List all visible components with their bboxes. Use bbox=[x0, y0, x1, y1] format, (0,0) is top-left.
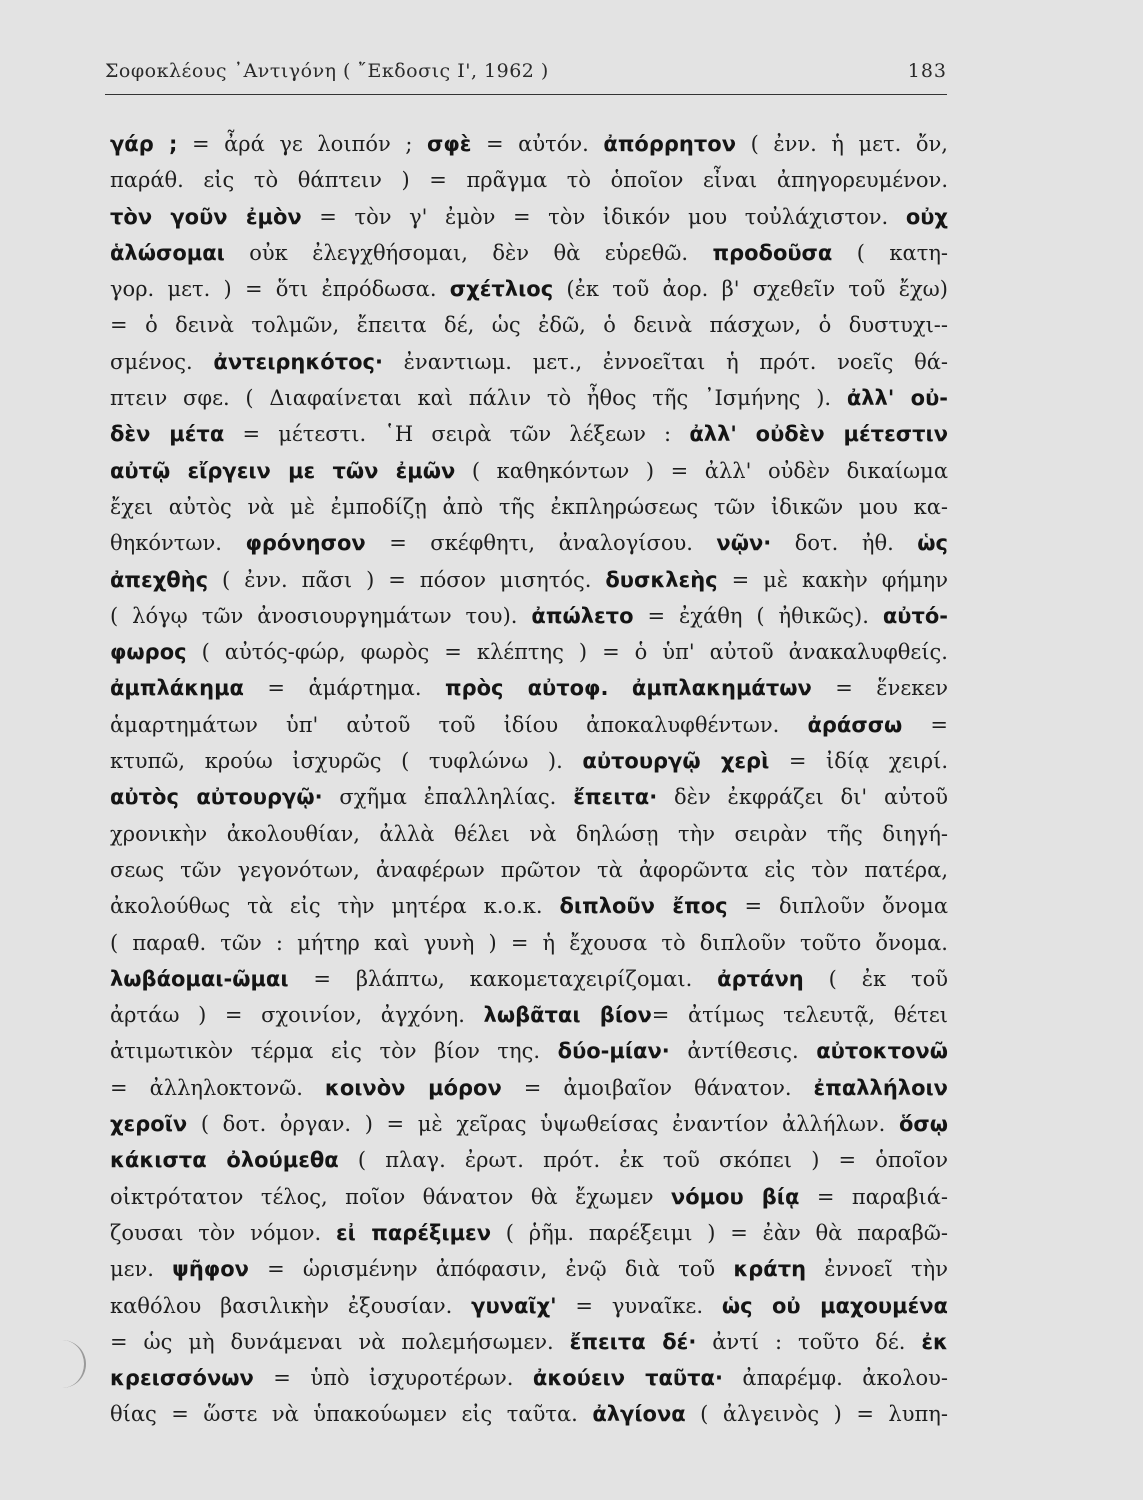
gloss-text: = ἀτίμως τελευτᾷ, θέτει bbox=[651, 1003, 948, 1028]
text-line bbox=[110, 162, 948, 198]
gloss-text: = αὐτόν. bbox=[471, 132, 604, 156]
gloss-text: = ὡρισμένην ἀπόφασιν, ἐνῷ διὰ τοῦ bbox=[248, 1257, 734, 1282]
text-line bbox=[110, 888, 948, 924]
gloss-text: = ἀλληλοκτονῶ. bbox=[110, 1075, 325, 1100]
gloss-text: ( δοτ. ὀργαν. ) = μὲ χεῖρας ὑψωθείσας ἐναντίον ἀλλήλων. bbox=[187, 1112, 899, 1137]
gloss-text: (ἐκ τοῦ ἀορ. β' σχεθεῖν τοῦ ἔχω) bbox=[553, 277, 948, 302]
gloss-text: δοτ. ἠθ. bbox=[771, 531, 918, 556]
text-line bbox=[110, 961, 948, 997]
gloss-text: = ἰδίᾳ χειρί. bbox=[769, 749, 948, 774]
gloss-text: κτυπῶ, κρούω ἰσχυρῶς ( τυφλώνω ). bbox=[110, 749, 583, 774]
text-line bbox=[110, 416, 948, 452]
gloss-text: ( ῥῆμ. παρέξειμι ) = ἐὰν θὰ παραβῶ- bbox=[491, 1220, 948, 1245]
gloss-text: = ἕνεκεν bbox=[811, 676, 948, 701]
text-line bbox=[110, 1070, 948, 1106]
gloss-text: ( κατη- bbox=[832, 240, 948, 265]
lemma-term: κοινὸν μόρον bbox=[324, 1075, 502, 1100]
gloss-text: παράθ. εἰς τὸ θάπτειν ) = πρᾶγμα τὸ ὁποῖον εἶναι ἀπηγορευμένον. bbox=[110, 168, 948, 193]
text-line bbox=[110, 816, 948, 852]
lemma-term: ἀντειρηκότος· bbox=[213, 349, 383, 374]
gloss-text: = διπλοῦν ὄνομα bbox=[727, 894, 948, 919]
lemma-term: φρόνησον bbox=[245, 531, 366, 556]
gloss-text: μεν. bbox=[110, 1257, 173, 1282]
gloss-text: ( ἀλγεινὸς ) = λυπη- bbox=[685, 1402, 948, 1427]
lemma-term: ἐπαλλήλοιν bbox=[813, 1075, 948, 1100]
lemma-term: αὐτῷ εἴργειν με τῶν ἐμῶν bbox=[110, 458, 456, 483]
text-line bbox=[110, 707, 948, 743]
gloss-text: = τὸν γ' ἐμὸν = τὸν ἰδικόν μου τοὐλάχιστον. bbox=[301, 204, 906, 229]
gloss-text: ἐναντιωμ. μετ., ἐννοεῖται ἡ πρότ. νοεῖς θά- bbox=[382, 349, 948, 374]
lemma-term: προδοῦσα bbox=[712, 240, 833, 265]
text-line bbox=[110, 1215, 948, 1251]
commentary-text bbox=[110, 126, 948, 1433]
lemma-term: ἀρτάνη bbox=[717, 966, 804, 991]
text-line bbox=[110, 743, 948, 779]
lemma-term: λωβάομαι-ῶμαι bbox=[110, 966, 289, 991]
text-line bbox=[110, 453, 948, 489]
gloss-text: = μὲ κακὴν φήμην bbox=[717, 567, 948, 592]
lemma-term: ψῆφον bbox=[172, 1257, 249, 1282]
header-title: Σοφοκλέους ᾿Αντιγόνη ( ῎Εκδοσις Ι', 1962 ) bbox=[105, 60, 549, 82]
text-line bbox=[110, 199, 948, 235]
lemma-term: οὐχ bbox=[905, 204, 948, 229]
header-rule bbox=[105, 94, 947, 95]
text-line bbox=[110, 235, 948, 271]
lemma-term: νόμου βίᾳ bbox=[670, 1184, 800, 1209]
running-header bbox=[105, 60, 947, 90]
lemma-term: κρεισσόνων bbox=[110, 1366, 254, 1391]
lemma-term: ὡς bbox=[917, 531, 948, 556]
gloss-text: ( ἐνν. πᾶσι ) = πόσον μισητός. bbox=[208, 567, 606, 592]
gloss-text: = bbox=[902, 712, 948, 737]
gloss-text: ἀρτάω ) = σχοινίον, ἀγχόνη. bbox=[110, 1003, 484, 1028]
gloss-text: ἀντίθεσις. bbox=[669, 1039, 817, 1064]
gloss-text: χρονικὴν ἀκολουθίαν, ἀλλὰ θέλει νὰ δηλώσῃ τὴν σειρὰν τῆς διηγή- bbox=[110, 821, 948, 846]
gloss-text: = γυναῖκε. bbox=[556, 1293, 722, 1318]
gloss-text: = σκέφθητι, ἀναλογίσου. bbox=[365, 531, 717, 556]
text-line bbox=[110, 1288, 948, 1324]
text-line bbox=[110, 271, 948, 307]
lemma-term: ἀπώλετο bbox=[531, 603, 634, 628]
text-line bbox=[110, 779, 948, 815]
lemma-term: χεροῖν bbox=[110, 1112, 188, 1137]
text-line bbox=[110, 852, 948, 888]
gloss-text: = μέτεστι. ῾Η σειρὰ τῶν λέξεων : bbox=[224, 422, 690, 447]
lemma-term: ἀλλ' οὐ- bbox=[846, 386, 948, 411]
gloss-text: ἀπαρέμφ. ἀκολου- bbox=[722, 1366, 948, 1391]
lemma-term: ἔπειτα· bbox=[573, 785, 658, 810]
lemma-term: κράτη bbox=[733, 1257, 807, 1282]
gloss-text: θίας = ὥστε νὰ ὑπακούωμεν εἰς ταῦτα. bbox=[110, 1402, 593, 1427]
gloss-text: σχῆμα ἐπαλληλίας. bbox=[322, 785, 574, 810]
lemma-term: σφὲ bbox=[426, 132, 472, 156]
text-line bbox=[110, 126, 948, 162]
gloss-text: σεως τῶν γεγονότων, ἀναφέρων πρῶτον τὰ ἀφορῶντα εἰς τὸν πατέρα, bbox=[110, 857, 948, 882]
gloss-text: ( καθηκόντων ) = ἀλλ' οὐδὲν δικαίωμα bbox=[455, 458, 948, 483]
lemma-term: ἀμπλάκημα bbox=[110, 676, 244, 701]
lemma-term: πρὸς αὐτοφ. bbox=[444, 676, 609, 701]
gloss-text: = ἐχάθη ( ἠθικῶς). bbox=[633, 603, 883, 628]
text-line bbox=[110, 1179, 948, 1215]
lemma-term: δύο-μίαν· bbox=[557, 1039, 670, 1064]
gloss-text: = βλάπτω, κακομεταχειρίζομαι. bbox=[288, 966, 718, 991]
text-line bbox=[110, 489, 948, 525]
lemma-term: ἀπεχθὴς bbox=[110, 567, 209, 592]
text-line bbox=[110, 997, 948, 1033]
text-line bbox=[110, 1033, 948, 1069]
lemma-term: αὐτό- bbox=[882, 603, 948, 628]
lemma-term: τὸν γοῦν ἐμὸν bbox=[110, 204, 302, 229]
lemma-term: φωρος bbox=[110, 640, 187, 665]
lemma-term: γυναῖχ' bbox=[471, 1293, 557, 1318]
lemma-term: νῷν· bbox=[716, 531, 772, 556]
gloss-text: οἰκτρότατον τέλος, ποῖον θάνατον θὰ ἔχωμεν bbox=[110, 1184, 671, 1209]
gloss-text: = ὁ δεινὰ τολμῶν, ἔπειτα δέ, ὡς ἐδῶ, ὁ δεινὰ πάσχων, ὁ δυστυχι-- bbox=[110, 313, 948, 338]
gloss-text: ἀκολούθως τὰ εἰς τὴν μητέρα κ.ο.κ. bbox=[110, 894, 560, 919]
lemma-term: διπλοῦν ἔπος bbox=[559, 894, 728, 919]
text-line bbox=[110, 1106, 948, 1142]
gloss-text: = ἀμοιβαῖον θάνατον. bbox=[501, 1075, 814, 1100]
gloss-text: σμένος. bbox=[110, 349, 214, 374]
text-line bbox=[110, 344, 948, 380]
text-line bbox=[110, 1360, 948, 1396]
gloss-text: ἀντί : τοῦτο δέ. bbox=[696, 1329, 922, 1354]
gloss-text: ἔχει αὐτὸς νὰ μὲ ἐμποδίζῃ ἀπὸ τῆς ἐκπληρώσεως τῶν ἰδικῶν μου κα- bbox=[110, 494, 948, 519]
lemma-term: ἁλώσομαι bbox=[110, 240, 225, 265]
lemma-term: ἔπειτα δέ· bbox=[569, 1329, 697, 1354]
gloss-text: = ὡς μὴ δυνάμεναι νὰ πολεμήσωμεν. bbox=[110, 1329, 570, 1354]
gloss-text: = παραβιά- bbox=[799, 1184, 948, 1209]
lemma-term: ἀκούειν ταῦτα· bbox=[532, 1366, 723, 1391]
text-line bbox=[110, 1251, 948, 1287]
text-line bbox=[110, 307, 948, 343]
gloss-text: ( αὐτός-φώρ, φωρὸς = κλέπτης ) = ὁ ὑπ' αὐτοῦ ἀνακαλυφθείς. bbox=[186, 640, 948, 665]
gloss-text: ἁμαρτημάτων ὑπ' αὐτοῦ τοῦ ἰδίου ἀποκαλυφθέντων. bbox=[110, 712, 808, 737]
gloss-text: ( λόγῳ τῶν ἀνοσιουργημάτων του). bbox=[110, 603, 532, 628]
lemma-term: ἀράσσω bbox=[807, 712, 903, 737]
text-line bbox=[110, 598, 948, 634]
gloss-text: = ἁμάρτημα. bbox=[243, 676, 445, 701]
gloss-text: ἐννοεῖ τὴν bbox=[806, 1257, 948, 1282]
lemma-term: λωβᾶται βίον bbox=[483, 1003, 652, 1028]
lemma-term: δυσκλεὴς bbox=[605, 567, 718, 592]
lemma-term: κάκιστα ὀλούμεθα bbox=[110, 1148, 339, 1173]
gloss-text: ( πλαγ. ἐρωτ. πρότ. ἐκ τοῦ σκόπει ) = ὁποῖον bbox=[338, 1148, 948, 1173]
lemma-term: γάρ ; bbox=[110, 132, 178, 156]
gloss-text: = ἆρά γε λοιπόν ; bbox=[177, 132, 427, 156]
gloss-text: δὲν ἐκφράζει δι' αὐτοῦ bbox=[657, 785, 948, 810]
gloss-text: ( ἐκ τοῦ bbox=[803, 966, 948, 991]
lemma-term: ἀλλ' οὐδὲν μέτεστιν bbox=[689, 422, 948, 447]
gloss-text: ζουσαι τὸν νόμον. bbox=[110, 1220, 336, 1245]
gloss-text: ἀτιμωτικὸν τέρμα εἰς τὸν βίον της. bbox=[110, 1039, 558, 1064]
text-line bbox=[110, 925, 948, 961]
gloss-text: πτειν σφε. ( Διαφαίνεται καὶ πάλιν τὸ ἦθος τῆς ᾿Ισμήνης ). bbox=[110, 386, 847, 411]
gloss-text: γορ. μετ. ) = ὅτι ἐπρόδωσα. bbox=[110, 277, 450, 302]
text-line bbox=[110, 525, 948, 561]
page-margin-mark bbox=[54, 1340, 86, 1388]
lemma-term: ἀλγίονα bbox=[592, 1402, 686, 1427]
text-line bbox=[110, 1324, 948, 1360]
gloss-text: ( ἐνν. ἡ μετ. ὄν, bbox=[736, 132, 948, 156]
gloss-text: ( παραθ. τῶν : μήτηρ καὶ γυνὴ ) = ἡ ἔχουσα τὸ διπλοῦν τοῦτο ὄνομα. bbox=[110, 930, 948, 955]
gloss-text: καθόλου βασιλικὴν ἐξουσίαν. bbox=[110, 1293, 472, 1318]
text-line bbox=[110, 1396, 948, 1432]
text-line bbox=[110, 1142, 948, 1178]
gloss-text: = ὑπὸ ἰσχυροτέρων. bbox=[253, 1366, 533, 1391]
lemma-term: ἀπόρρητον bbox=[603, 132, 737, 156]
lemma-term: ἐκ bbox=[921, 1329, 948, 1354]
gloss-text: θηκόντων. bbox=[110, 531, 246, 556]
gloss-text bbox=[608, 676, 631, 700]
lemma-term: ἀμπλακημάτων bbox=[631, 676, 812, 701]
text-line bbox=[110, 670, 948, 706]
lemma-term: ὡς οὐ μαχουμένα bbox=[721, 1293, 948, 1318]
text-line bbox=[110, 634, 948, 670]
text-line bbox=[110, 380, 948, 416]
gloss-text: οὐκ ἐλεγχθήσομαι, δὲν θὰ εὑρεθῶ. bbox=[224, 240, 713, 265]
lemma-term: εἰ παρέξιμεν bbox=[335, 1220, 492, 1245]
lemma-term: αὐτοκτονῶ bbox=[816, 1039, 948, 1064]
lemma-term: σχέτλιος bbox=[449, 277, 554, 302]
page-number: 183 bbox=[907, 60, 947, 82]
lemma-term: δὲν μέτα bbox=[110, 422, 225, 447]
lemma-term: αὐτουργῷ χερὶ bbox=[582, 749, 770, 774]
text-line bbox=[110, 562, 948, 598]
lemma-term: αὐτὸς αὐτουργῷ· bbox=[110, 785, 323, 810]
lemma-term: ὅσῳ bbox=[898, 1112, 948, 1137]
